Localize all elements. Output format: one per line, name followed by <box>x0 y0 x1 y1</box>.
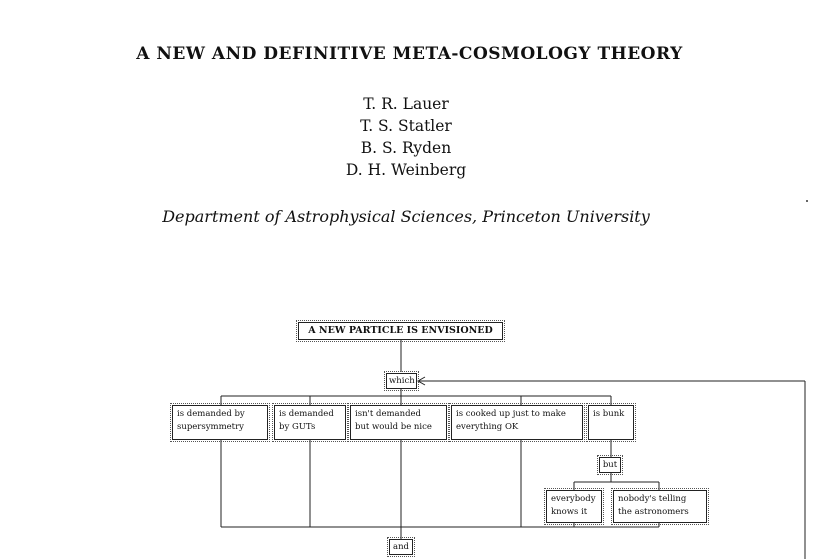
branch-label: but would be nice <box>355 422 432 432</box>
branch-label: nobody's telling <box>618 494 687 504</box>
branch-label: is demanded by <box>177 409 245 419</box>
branch-would-be-nice <box>350 405 447 440</box>
but-node: but <box>599 457 621 473</box>
branch-bunk <box>588 405 634 440</box>
affiliation: Department of Astrophysical Sciences, Princeton University <box>162 207 650 226</box>
and-node: and <box>389 539 413 555</box>
author-name: T. R. Lauer <box>363 95 449 113</box>
author-name: B. S. Ryden <box>360 139 452 157</box>
which-node: which <box>386 373 417 389</box>
branch-label: supersymmetry <box>177 422 244 432</box>
branch-label: by GUTs <box>279 422 316 432</box>
root-node: A NEW PARTICLE IS ENVISIONED <box>298 322 503 340</box>
paper-title: A NEW AND DEFINITIVE META-COSMOLOGY THEORY <box>136 44 683 64</box>
branch-label: is bunk <box>593 409 625 419</box>
author-name: D. H. Weinberg <box>345 161 467 179</box>
scan-speck <box>806 200 808 202</box>
branch-label: is cooked up just to make <box>456 409 566 419</box>
branch-supersymmetry <box>172 405 268 440</box>
branch-label: everybody <box>551 494 596 504</box>
sub-branch-nobody-telling <box>613 490 707 523</box>
branch-label: everything OK <box>456 422 519 432</box>
sub-branch-everybody-knows <box>546 490 602 523</box>
branch-label: knows it <box>551 507 588 517</box>
branch-label: is demanded <box>279 409 334 419</box>
branch-label: isn't demanded <box>355 409 421 419</box>
branch-guts <box>274 405 346 440</box>
author-name: T. S. Statler <box>360 117 452 135</box>
branch-cooked-up <box>451 405 583 440</box>
branch-label: the astronomers <box>618 507 689 517</box>
